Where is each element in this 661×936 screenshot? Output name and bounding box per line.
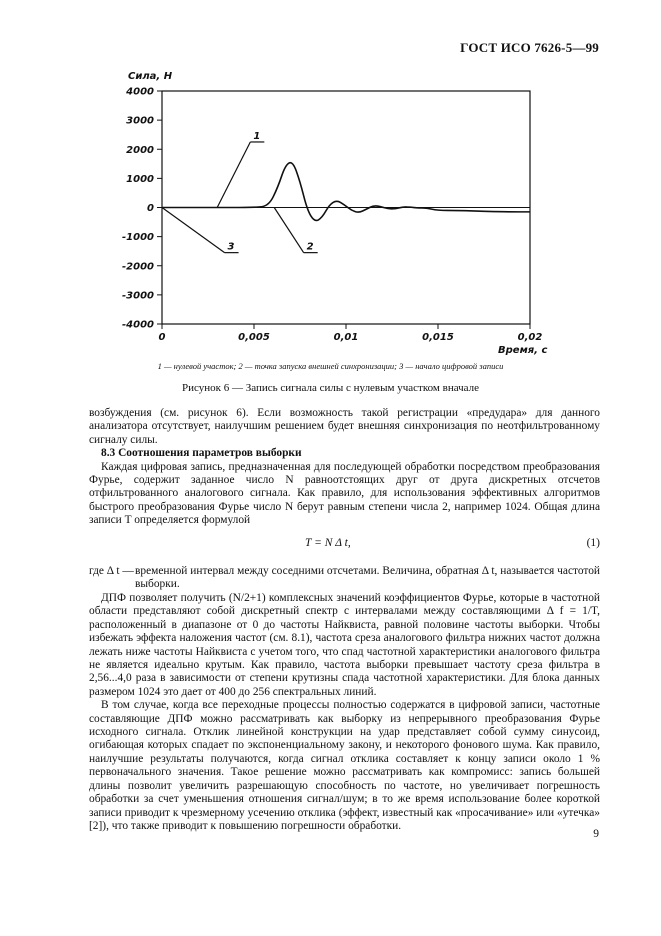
chart-annotations [162, 131, 318, 253]
x-axis-label: Время, с [498, 345, 548, 356]
paragraph: ДПФ позволяет получить (N/2+1) комплексных значений коэффициентов Фурье, которые в частотной области представляют собой дискретный спектр с интервалами между составляющими Δ f = 1/T, расположенный в диапазоне от 0 до частоты Найквиста, равной половине частоты выборки. Чтобы избежать эффекта наложения частот (см. 8.1), частота среза аналогового фильтра нижних частот должна лежать ниже частоты Найквиста с учетом того, что спад частотной характеристики аналогового фильтра не является идеально крутым. Как правило, частота выборки превышает частоту среза фильтра в 2,56...4,0 раза в зависимости от степени крутизны спада частотной характеристики. Для блока данных размером 1024 это дает от 400 до 256 спектральных линий. [89, 592, 600, 698]
formula-row [89, 537, 600, 553]
x-tick-label: 0,01 [333, 332, 359, 343]
chart-series [162, 163, 530, 221]
where-text: временной интервал между соседними отсчетами. Величина, обратная Δ t, называется частотой выборки. [135, 565, 600, 591]
y-tick-label: 0 [147, 203, 154, 214]
formula-number: (1) [586, 537, 600, 549]
chart-ticks [122, 87, 542, 344]
force-signal-line [162, 163, 530, 221]
y-tick-label: 2000 [126, 144, 154, 156]
formula-explanation [89, 565, 600, 592]
figure-legend: 1 — нулевой участок; 2 — точка запуска внешней синхронизации; 3 — начало цифровой записи [157, 361, 504, 371]
document-header: ГОСТ ИСО 7626-5—99 [460, 40, 599, 55]
paragraph: В том случае, когда все переходные процессы полностью содержатся в цифровой записи, частотные составляющие ДПФ можно рассматривать как выборку из непрерывного преобразования Фурье исходного сигнала. Отклик линейной конструкции на удар представляет собой сумму синусоид, огибающая которых спадает по экспоненциальному закону, и некоторого фонового шума. Как правило, наилучшие результаты получаются, когда сигнал отклика составляет к концу записи около 1 % первоначального значения. Такое решение можно рассматривать как компромисс: запись большей длины позволит увеличить разрешающую способность по частоте, но увеличивает погрешность обработки за счет уменьшения отношения сигнал/шум; в то же время использование более короткой записи приводит к чрезмерному усечению отклика (эффект, известный как «просачивание» или «утечка» [2]), что также приводит к повышению погрешности обработки. [89, 699, 600, 832]
section-heading: 8.3 Соотношения параметров выборки [101, 447, 302, 460]
y-tick-label: 1000 [126, 173, 154, 185]
x-tick-label: 0,02 [517, 332, 543, 343]
x-tick-label: 0 [158, 332, 166, 343]
paragraph: возбуждения (см. рисунок 6). Если возможность такой регистрации «предудара» для данного анализатора отсутствует, наилучшим решением будет внешняя синхронизация по неотфильтрованному сигналу силы. [89, 407, 600, 446]
body-block-1 [89, 407, 600, 528]
y-axis-label: Сила, Н [128, 71, 173, 82]
force-signal-chart [0, 0, 661, 360]
annotation-label: 1 [253, 130, 261, 142]
leader-line [162, 208, 225, 253]
y-tick-label: -1000 [122, 232, 154, 244]
x-tick-label: 0,015 [422, 332, 454, 343]
x-tick-label: 0,005 [238, 332, 270, 343]
paragraph: Каждая цифровая запись, предназначенная для последующей обработки посредством преобразования Фурье, содержит заданное число N равноотстоящих друг от друга дискретных отсчетов отфильтрованного аналогового сигнала. Как правило, для использования эффективных алгоритмов быстрого преобразования Фурье число N берут равным степени числа 2, например 1024. Общая длина записи T определяется формулой [89, 460, 600, 527]
leader-line [217, 142, 250, 208]
where-lead: где Δ t — [89, 565, 134, 577]
y-tick-label: -4000 [122, 319, 154, 331]
formula: T = N Δ t, [305, 537, 351, 549]
annotation-label: 3 [227, 241, 235, 253]
leader-line [274, 208, 303, 253]
annotation-label: 2 [306, 241, 314, 253]
figure-caption: Рисунок 6 — Запись сигнала силы с нулевым участком вначале [181, 382, 480, 394]
y-tick-label: -2000 [122, 261, 154, 273]
body-block-2 [89, 592, 600, 833]
page-number: 9 [593, 828, 599, 840]
y-tick-label: -3000 [122, 290, 154, 302]
y-tick-label: 4000 [126, 86, 154, 98]
y-tick-label: 3000 [126, 115, 154, 127]
